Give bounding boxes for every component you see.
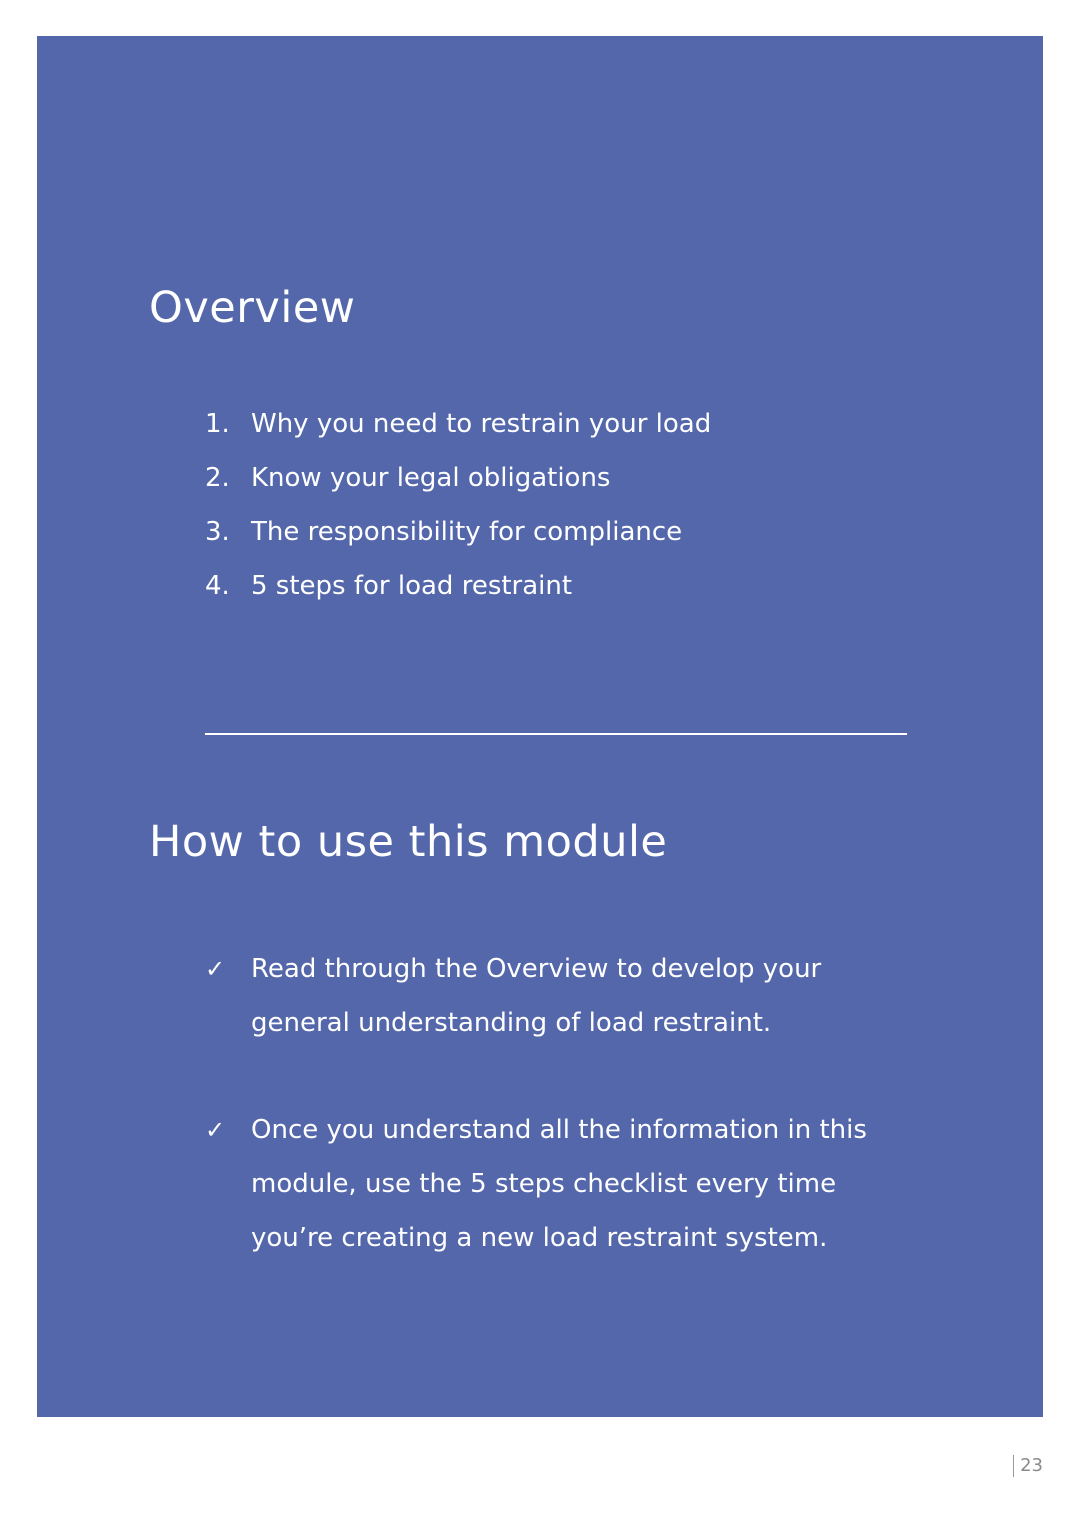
- list-item-number: 1.: [205, 409, 230, 439]
- list-item-text: The responsibility for compliance: [251, 517, 683, 547]
- list-item-number: 4.: [205, 571, 230, 601]
- checklist-item: [205, 942, 905, 1050]
- content-panel: [37, 36, 1043, 1417]
- checkmark-icon: ✓: [205, 955, 226, 983]
- list-item-text: Know your legal obligations: [251, 463, 611, 493]
- list-item-text: Why you need to restrain your load: [251, 409, 712, 439]
- checkmark-icon: ✓: [205, 1116, 226, 1144]
- how-to-use-heading: How to use this module: [149, 817, 668, 867]
- checklist-item-text: Read through the Overview to develop your general understanding of load restraint.: [251, 954, 822, 1038]
- list-item-number: 2.: [205, 463, 230, 493]
- list-item-text: 5 steps for load restraint: [251, 571, 573, 601]
- list-item-number: 3.: [205, 517, 230, 547]
- checklist-item-text: Once you understand all the information in this module, use the 5 steps checklist every time you’re creating a new load restraint system.: [251, 1115, 867, 1253]
- overview-heading: Overview: [149, 283, 356, 333]
- section-divider: [205, 733, 907, 735]
- checklist-item: [205, 1103, 905, 1265]
- page-number: 23: [1013, 1455, 1043, 1477]
